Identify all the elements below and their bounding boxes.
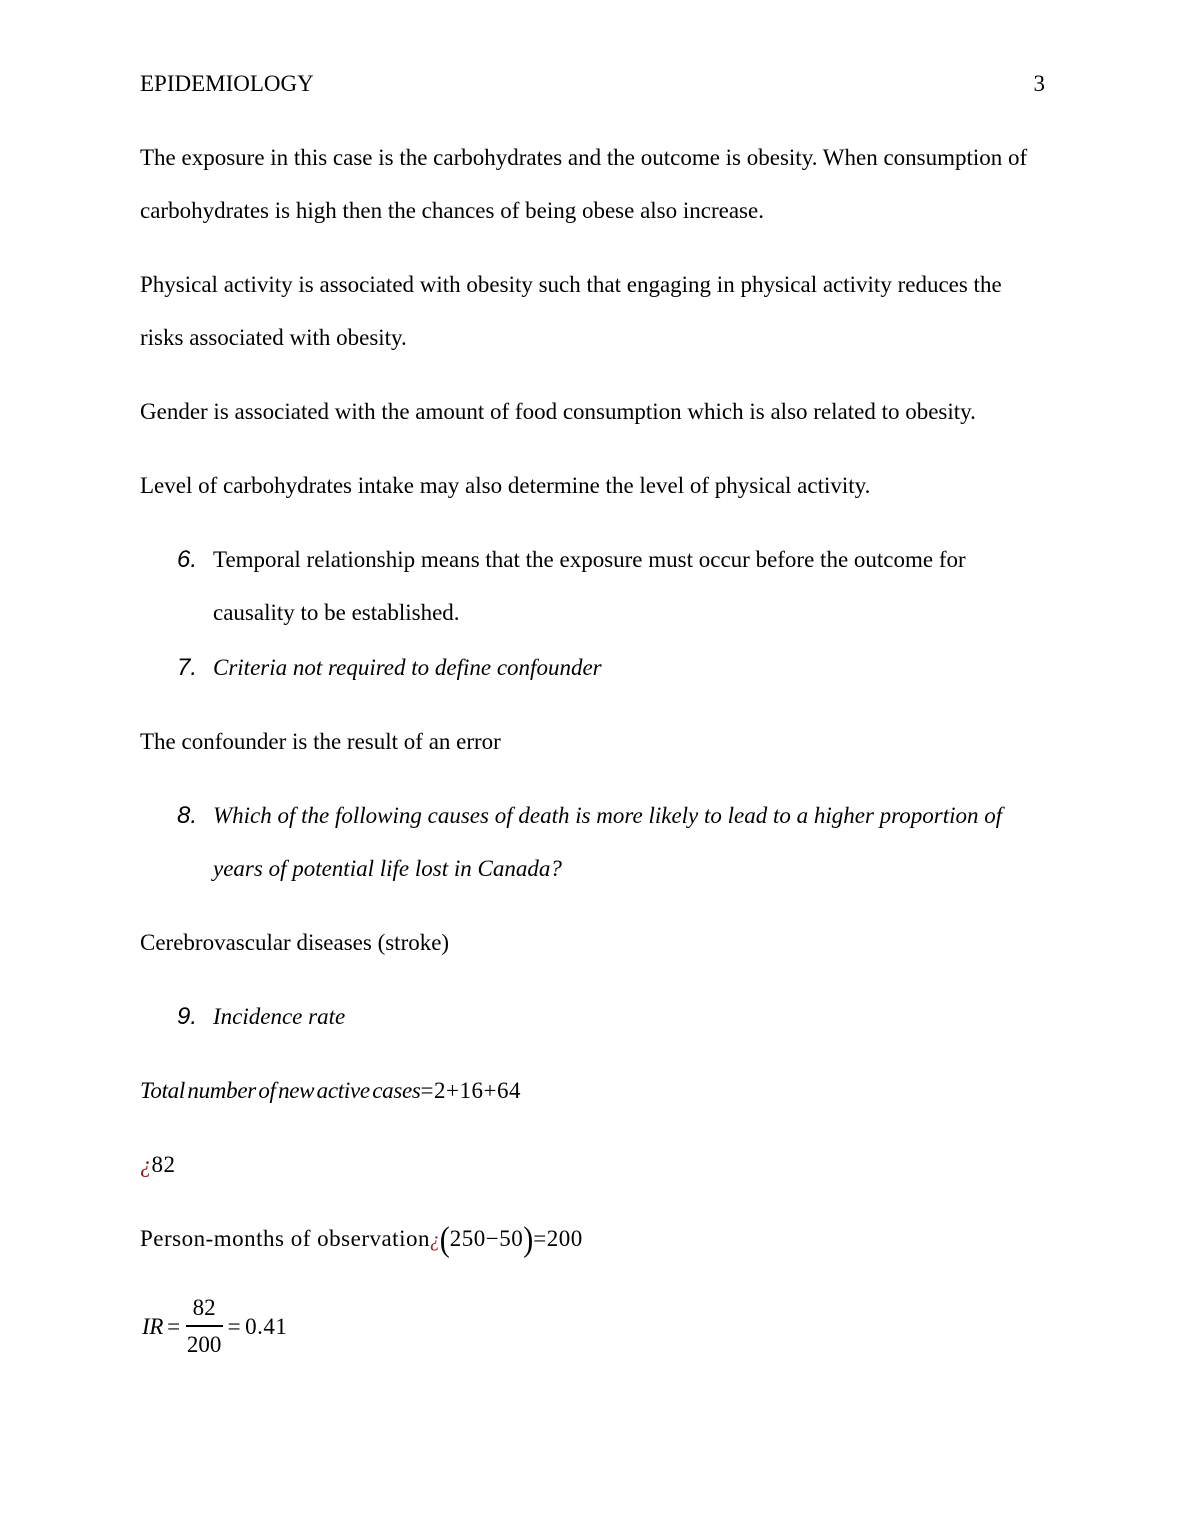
paragraph-line: Temporal relationship means that the exposure must occur before the outcome for [213,547,966,572]
paragraph-confounder: The confounder is the result of an error [140,729,501,754]
open-paren: ( [439,1220,450,1259]
equation-total-cases [140,1064,1045,1117]
paragraph-gender: Gender is associated with the amount of food consumption which is also related to obesity. [140,399,976,424]
equals-sign: = [227,1313,242,1339]
equation-82 [140,1138,1045,1191]
list-number-9: 9. [177,1003,198,1030]
list-number-6: 6. [177,546,198,573]
paragraph-line: causality to be established. [213,600,460,625]
close-paren: ) [523,1220,534,1259]
paragraph-stroke: Cerebrovascular diseases (stroke) [140,930,450,955]
equals-sign: = [167,1313,181,1339]
paragraph-line: risks associated with obesity. [140,325,407,350]
equation-incidence-rate [140,1291,1045,1361]
inverted-question-mark: ¿ [140,1152,152,1177]
list-item-8 [140,789,1045,895]
inverted-question-mark: ¿ [429,1230,440,1251]
list-item-9 [140,990,1045,1043]
fraction-numerator: 82 [186,1291,223,1327]
equation-label: Total number of new active cases [140,1078,421,1103]
list-item-6 [140,533,1045,639]
equation-person-months [140,1212,1045,1267]
list-number-7: 7. [177,654,198,681]
paragraph-exposure [140,131,1045,237]
equation-label: Person-months of observation [140,1226,430,1251]
page-header [140,57,1045,110]
paragraph-line: Which of the following causes of death is more likely to lead to a higher proportion of [213,803,1003,828]
paragraph-carb-intake: Level of carbohydrates intake may also determine the level of physical activity. [140,473,871,498]
page-number: 3 [1033,71,1045,96]
paragraph-line: Physical activity is associated with obesity such that engaging in physical activity reduces the [140,272,1002,297]
list-text-6 [213,533,1045,639]
equation-value: 82 [151,1152,176,1177]
fraction [186,1291,223,1361]
paragraph-line: carbohydrates is high then the chances of being obese also increase. [140,198,764,223]
equation-result: =200 [533,1226,583,1251]
paragraph-line: The exposure in this case is the carbohydrates and the outcome is obesity. When consumption of [140,145,1028,170]
list-text-8 [213,789,1045,895]
equation-inner: 250−50 [449,1226,524,1251]
paragraph-physical-activity [140,258,1045,364]
running-head: EPIDEMIOLOGY [140,71,314,96]
equation-result: 0.41 [245,1313,288,1339]
list-item-7 [140,641,1045,694]
paragraph-line: years of potential life lost in Canada? [213,856,562,881]
fraction-denominator: 200 [186,1332,222,1357]
list-number-8: 8. [177,802,198,829]
equation-expression: =2+16+64 [420,1078,521,1103]
list-text-7: Criteria not required to define confounder [213,655,602,680]
equation-lhs: IR [142,1313,164,1339]
list-text-9: Incidence rate [213,1004,346,1029]
